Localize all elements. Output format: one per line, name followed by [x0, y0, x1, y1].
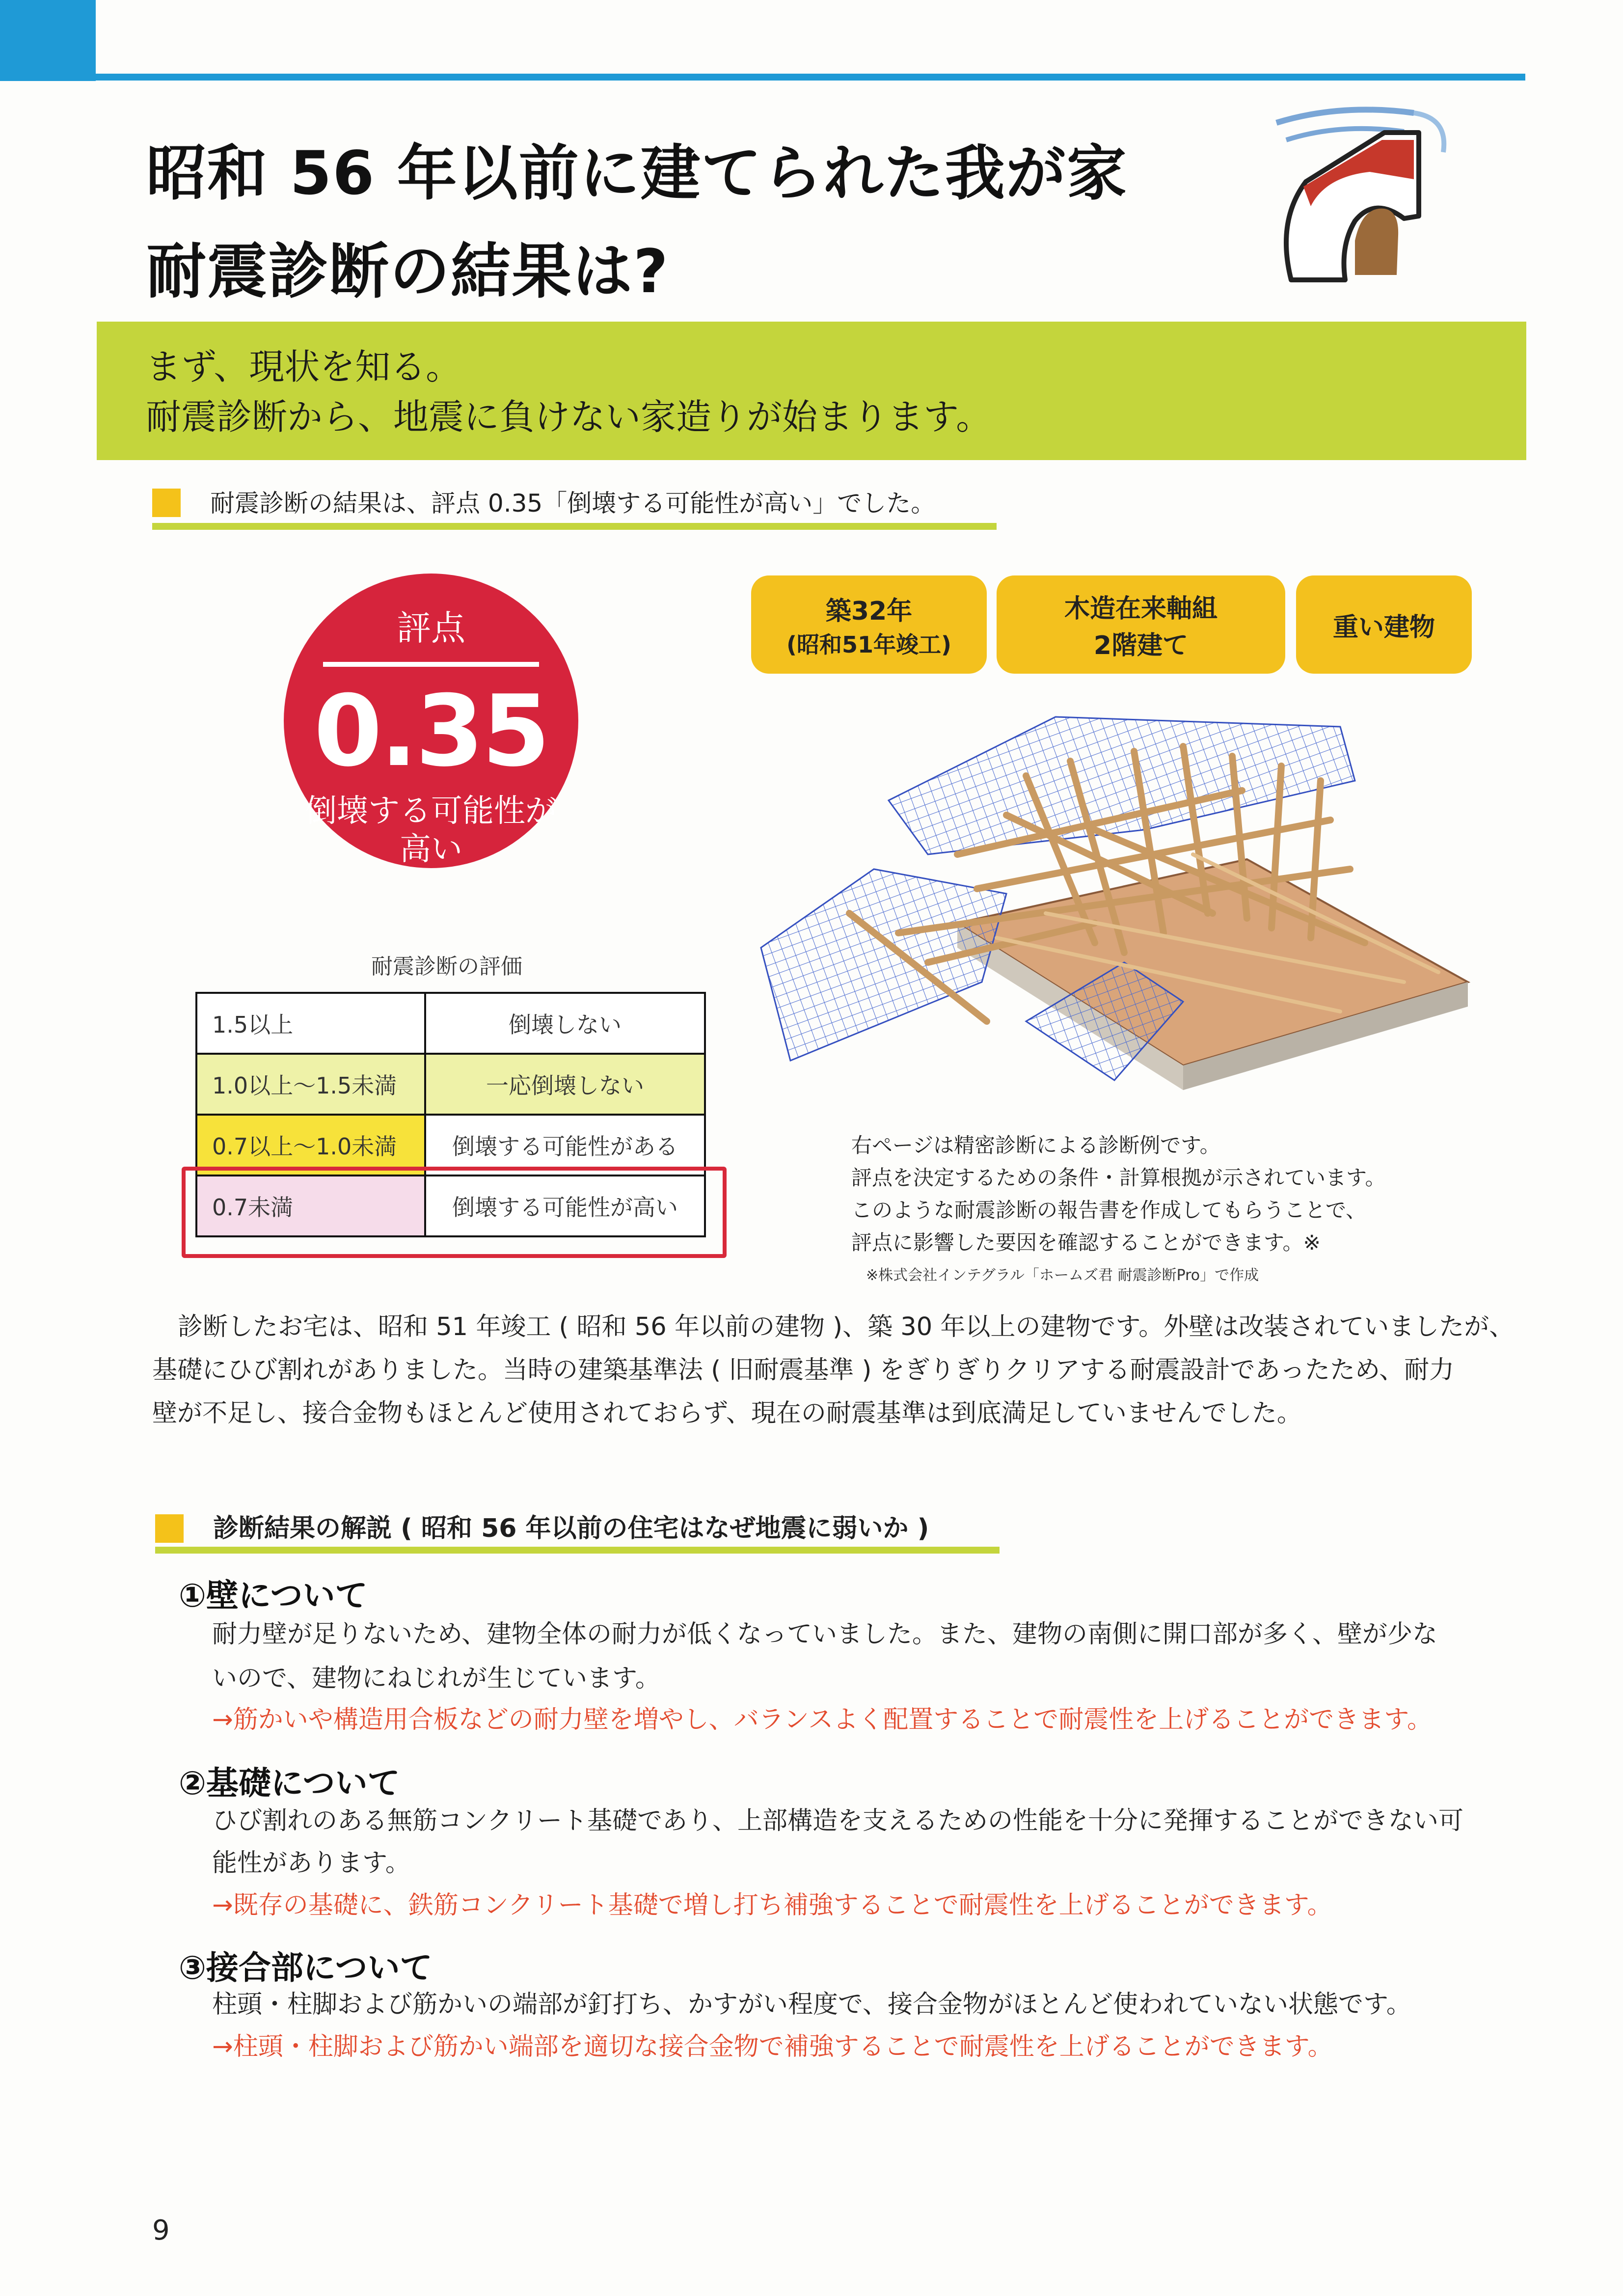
item-foundation-title: ②基礎について	[179, 1764, 400, 1802]
tag-structure	[997, 575, 1285, 674]
item-wall-title: ①壁について	[179, 1577, 368, 1614]
banner-line1: まず、現状を知る。	[146, 346, 461, 387]
caption-credit: ※株式会社インテグラル「ホームズ君 耐震診断Pro」で作成	[866, 1267, 1259, 1284]
section-heading-text: 診断結果の解説 ( 昭和 56 年以前の住宅はなぜ地震に弱いか )	[213, 1514, 929, 1543]
house-shaking-icon	[1257, 93, 1473, 309]
caption-line1: 右ページは精密診断による診断例です。	[851, 1133, 1220, 1157]
table-cell-range: 0.7未満	[196, 1175, 425, 1236]
body-line3: 壁が不足し、接合金物もほとんど使用されておらず、現在の耐震基準は到底満足していませんでした。	[152, 1399, 1302, 1428]
score-value: 0.35	[314, 674, 548, 789]
tag-weight	[1296, 575, 1472, 674]
item-foundation-line1: ひび割れのある無筋コンクリート基礎であり、上部構造を支えるための性能を十分に発揮することができない可	[212, 1806, 1463, 1835]
body-line2: 基礎にひび割れがありました。当時の建築基準法 ( 旧耐震基準 ) をぎりぎりクリアする耐震設計であったため、耐力	[152, 1356, 1455, 1385]
tag-structure-line2: 2階建て	[1093, 631, 1189, 660]
table-cell-result: 倒壊する可能性がある	[425, 1115, 705, 1175]
table-cell-range: 0.7以上〜1.0未満	[196, 1115, 425, 1175]
tag-weight-line1: 重い建物	[1332, 612, 1435, 642]
item-joint-title: ③接合部について	[179, 1949, 433, 1987]
table-cell-result: 倒壊しない	[425, 993, 705, 1054]
item-wall-line2: いので、建物にねじれが生じています。	[212, 1664, 660, 1693]
table-cell-result: 一応倒壊しない	[425, 1054, 705, 1115]
table-row	[196, 993, 705, 1054]
item-wall-fix: →筋かいや構造用合板などの耐力壁を増やし、バランスよく配置することで耐震性を上げることができます。	[212, 1705, 1433, 1734]
house-frame-illustration	[751, 707, 1488, 1090]
heading-underline	[152, 523, 997, 530]
heading-marker-icon	[152, 489, 181, 517]
item-wall-line1: 耐力壁が足りないため、建物全体の耐力が低くなっていました。また、建物の南側に開口部が多く、壁が少な	[212, 1620, 1437, 1649]
score-label: 評点	[397, 608, 465, 648]
section-heading-text: 耐震診断の結果は、評点 0.35「倒壊する可能性が高い」でした。	[210, 489, 936, 518]
score-verdict-line2: 高い	[400, 831, 462, 868]
score-divider	[323, 662, 539, 667]
item-joint-line1: 柱頭・柱脚および筋かいの端部が釘打ち、かすがい程度で、接合金物がほとんど使われていない状態です。	[212, 1990, 1411, 2019]
highlight-box	[182, 1167, 727, 1258]
section-heading-result	[152, 484, 997, 538]
table-cell-result: 倒壊する可能性が高い	[425, 1175, 705, 1236]
body-line1: 診断したお宅は、昭和 51 年竣工 ( 昭和 56 年以前の建物 )、築 30 年以上の建物です。外壁は改装されていましたが、	[178, 1312, 1515, 1341]
top-rule	[96, 74, 1525, 81]
heading-marker-icon	[155, 1514, 184, 1543]
score-badge	[284, 574, 578, 868]
tag-structure-line1: 木造在来軸組	[1064, 594, 1217, 624]
caption-line2: 評点を決定するための条件・計算根拠が示されています。	[851, 1166, 1386, 1190]
item-joint-fix: →柱頭・柱脚および筋かい端部を適切な接合金物で補強することで耐震性を上げることができます。	[212, 2032, 1333, 2061]
evaluation-table-title: 耐震診断の評価	[371, 954, 522, 979]
item-foundation-fix: →既存の基礎に、鉄筋コンクリート基礎で増し打ち補強することで耐震性を上げることができます。	[212, 1891, 1332, 1920]
intro-banner	[97, 322, 1526, 460]
heading-underline	[155, 1547, 1000, 1554]
table-row	[196, 1054, 705, 1115]
page-title-line2: 耐震診断の結果は?	[146, 237, 669, 306]
table-cell-range: 1.5以上	[196, 993, 425, 1054]
corner-accent-block	[0, 0, 96, 81]
caption-line3: このような耐震診断の報告書を作成してもらうことで、	[851, 1198, 1367, 1222]
section-heading-explanation	[155, 1504, 1000, 1558]
item-foundation-line2: 能性があります。	[212, 1849, 410, 1878]
tag-building-age-line1: 築32年	[825, 596, 913, 626]
table-cell-range: 1.0以上〜1.5未満	[196, 1054, 425, 1115]
caption-line4: 評点に影響した要因を確認することができます。※	[851, 1230, 1321, 1255]
score-verdict-line1: 倒壊する可能性が	[305, 793, 557, 829]
tag-building-age	[751, 575, 987, 674]
page-title-line1: 昭和 56 年以前に建てられた我が家	[146, 138, 1128, 208]
tag-building-age-line2: (昭和51年竣工)	[786, 631, 952, 658]
page-number: 9	[152, 2214, 170, 2246]
banner-line2: 耐震診断から、地震に負けない家造りが始まります。	[146, 396, 992, 437]
